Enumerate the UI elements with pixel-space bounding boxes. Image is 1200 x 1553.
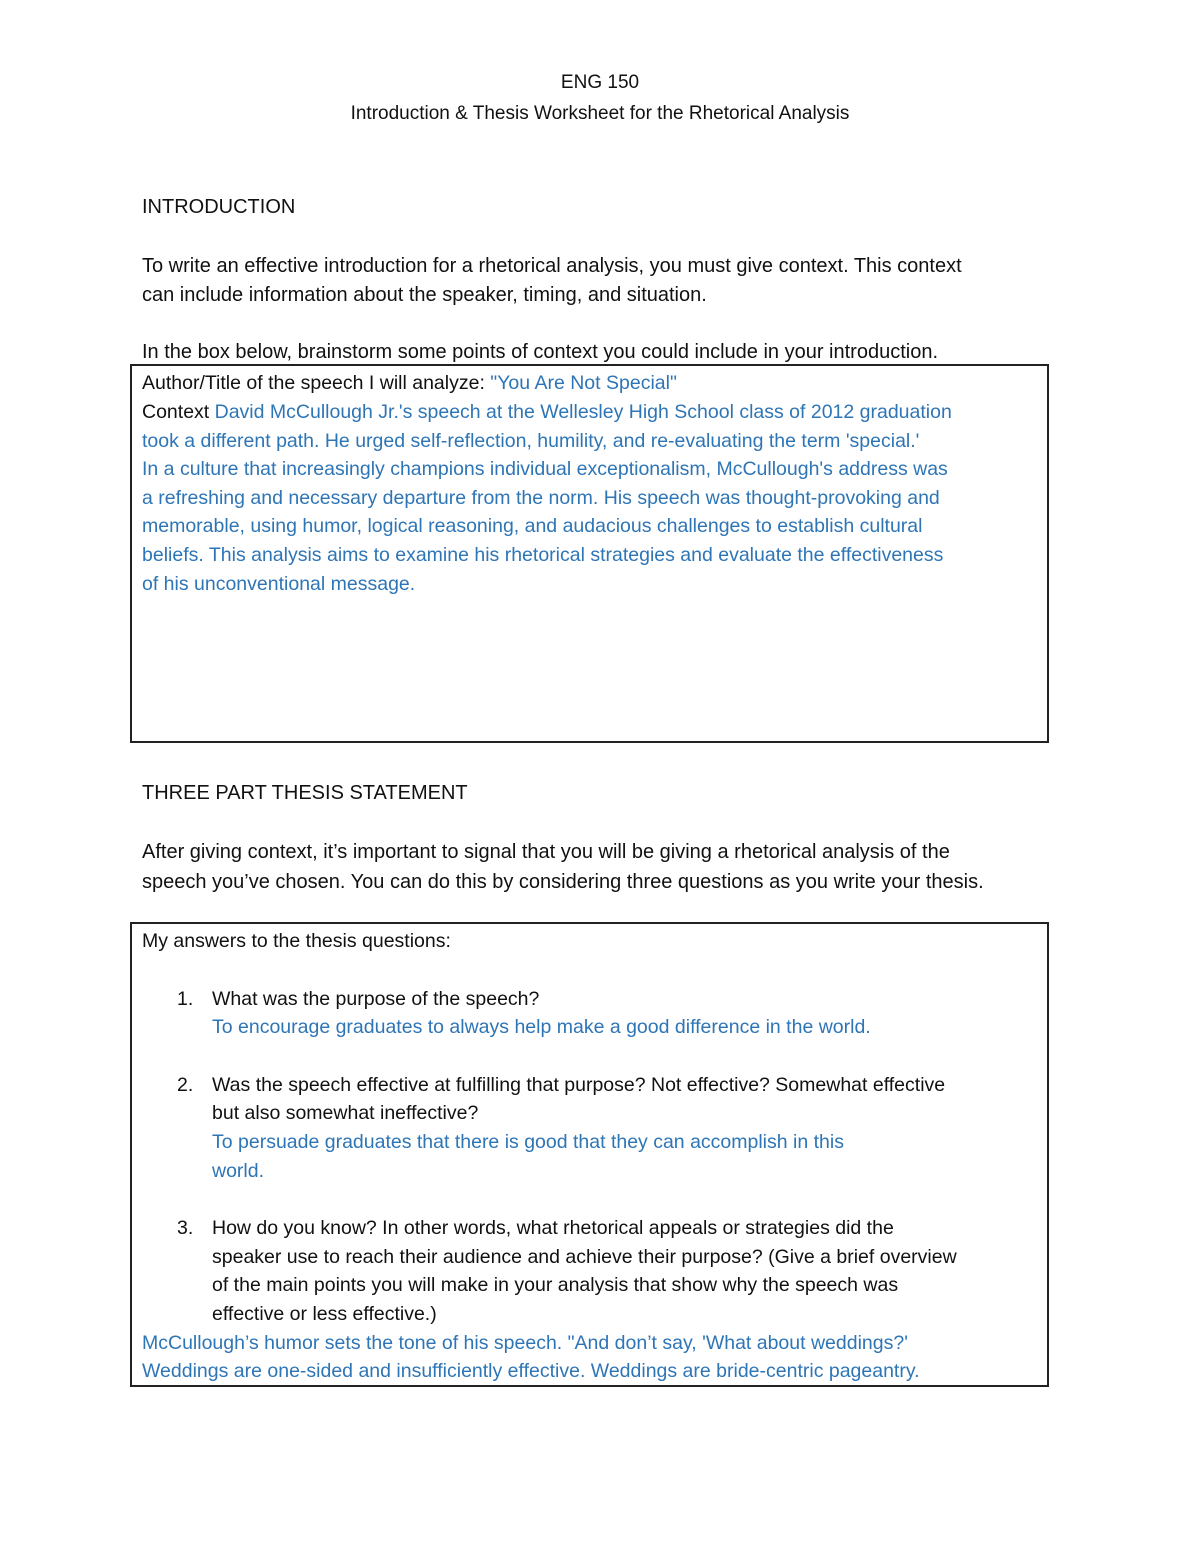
question-number: 3. bbox=[177, 1217, 194, 1239]
thesis-instructions-line: After giving context, it’s important to signal that you will be giving a rhetorical analysis of the bbox=[142, 841, 950, 863]
answer-line: To encourage graduates to always help make a good difference in the world. bbox=[212, 1016, 871, 1038]
context-answer-line: took a different path. He urged self-reflection, humility, and re-evaluating the term 'special.' bbox=[142, 430, 920, 452]
context-answer-line: of his unconventional message. bbox=[142, 573, 416, 595]
context-row bbox=[142, 401, 952, 424]
question-number: 2. bbox=[177, 1074, 194, 1096]
question-line: speaker use to reach their audience and achieve their purpose? (Give a brief overview bbox=[212, 1246, 957, 1268]
worksheet-title: Introduction & Thesis Worksheet for the Rhetorical Analysis bbox=[350, 103, 850, 124]
introduction-instructions-line: can include information about the speaker, timing, and situation. bbox=[142, 284, 707, 306]
question-line: How do you know? In other words, what rhetorical appeals or strategies did the bbox=[212, 1217, 894, 1239]
answer-line: Weddings are one-sided and insufficiently effective. Weddings are bride-centric pageantry. bbox=[142, 1360, 920, 1382]
context-box[interactable] bbox=[130, 364, 1049, 743]
context-answer-line: In a culture that increasingly champions individual exceptionalism, McCullough's address was bbox=[142, 458, 948, 480]
context-answer-line: beliefs. This analysis aims to examine his rhetorical strategies and evaluate the effectiveness bbox=[142, 544, 944, 566]
question-line: but also somewhat ineffective? bbox=[212, 1102, 479, 1124]
thesis-instructions-line: speech you’ve chosen. You can do this by considering three questions as you write your thesis. bbox=[142, 871, 984, 893]
author-title-answer: "You Are Not Special" bbox=[490, 372, 677, 394]
thesis-box-intro: My answers to the thesis questions: bbox=[142, 930, 451, 952]
question-line: of the main points you will make in your analysis that show why the speech was bbox=[212, 1274, 899, 1296]
answer-line: world. bbox=[212, 1160, 265, 1182]
author-title-row bbox=[142, 372, 677, 395]
context-label: Context bbox=[142, 401, 210, 423]
question-line: effective or less effective.) bbox=[212, 1303, 437, 1325]
introduction-heading: INTRODUCTION bbox=[142, 196, 296, 218]
answer-line: McCullough’s humor sets the tone of his speech. "And don’t say, 'What about weddings?' bbox=[142, 1332, 908, 1354]
introduction-instructions-line: To write an effective introduction for a rhetorical analysis, you must give context. This context bbox=[142, 255, 962, 277]
thesis-heading: THREE PART THESIS STATEMENT bbox=[142, 782, 468, 804]
question-number: 1. bbox=[177, 988, 194, 1010]
thesis-answers-box[interactable] bbox=[130, 922, 1049, 1387]
author-title-label: Author/Title of the speech I will analyze: bbox=[142, 372, 485, 394]
introduction-prompt: In the box below, brainstorm some points of context you could include in your introduction. bbox=[142, 341, 939, 363]
course-title: ENG 150 bbox=[560, 72, 640, 93]
context-answer-line: a refreshing and necessary departure from the norm. His speech was thought-provoking and bbox=[142, 487, 940, 509]
question-line: Was the speech effective at fulfilling that purpose? Not effective? Somewhat effective bbox=[212, 1074, 946, 1096]
question-line: What was the purpose of the speech? bbox=[212, 988, 540, 1010]
context-answer-line: memorable, using humor, logical reasoning, and audacious challenges to establish cultural bbox=[142, 515, 923, 537]
context-answer-line: David McCullough Jr.'s speech at the Wellesley High School class of 2012 graduation bbox=[214, 401, 952, 423]
answer-line: To persuade graduates that there is good that they can accomplish in this bbox=[212, 1131, 844, 1153]
